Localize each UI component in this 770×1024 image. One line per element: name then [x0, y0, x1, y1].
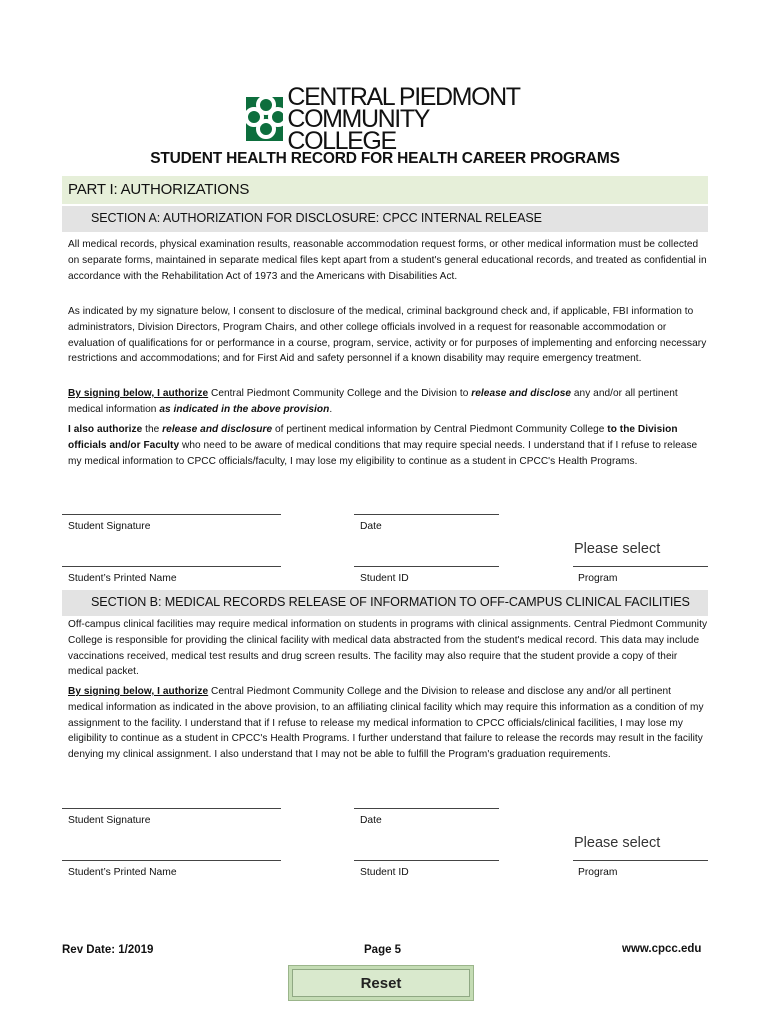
emphasis-run: release and disclosure [162, 424, 273, 435]
section-a-heading: SECTION A: AUTHORIZATION FOR DISCLOSURE: CPCC INTERNAL RELEASE [62, 206, 708, 232]
logo-line-2: COMMUNITY COLLEGE [287, 105, 429, 155]
reset-button[interactable]: Reset [292, 969, 470, 997]
printed-name-line-b[interactable] [62, 860, 281, 861]
student-id-line-a[interactable] [354, 566, 499, 567]
text-run: of pertinent medical information by Central Piedmont Community College [272, 424, 608, 435]
section-b-heading: SECTION B: MEDICAL RECORDS RELEASE OF INFORMATION TO OFF-CAMPUS CLINICAL FACILITIES [62, 590, 708, 616]
printed-name-label-a: Student’s Printed Name [68, 573, 177, 584]
student-signature-label-b: Student Signature [68, 815, 151, 826]
text-run: . [329, 403, 333, 415]
bold-run: to the Division officials and/or Faculty [68, 424, 678, 451]
page-title: STUDENT HEALTH RECORD FOR HEALTH CAREER PROGRAMS [150, 150, 620, 167]
also-authorize-lead: I also authorize [68, 424, 143, 435]
logo-line-1: CENTRAL PIEDMONT [287, 83, 520, 111]
section-a-paragraph-1: All medical records, physical examination results, reasonable accommodation request forms, or other medical information must be collected on separate forms, maintained in separate medical files kept apart from a student's general educational records, and treated as confidential in accordance with the Rehabilitation Act of 1973 and the Americans with Disabilities Act. [68, 239, 707, 282]
date-label-a: Date [360, 521, 382, 532]
program-line-a [573, 566, 708, 567]
date-label-b: Date [360, 815, 382, 826]
student-id-label-a: Student ID [360, 573, 409, 584]
date-line-b[interactable] [354, 808, 499, 809]
program-label-b: Program [578, 867, 618, 878]
footer-url[interactable]: www.cpcc.edu [622, 943, 702, 955]
student-signature-label-a: Student Signature [68, 521, 151, 532]
part-heading: PART I: AUTHORIZATIONS [62, 176, 708, 204]
authorize-lead-b: By signing below, I authorize [68, 686, 209, 697]
text-run: Central Piedmont Community College and the Division to release and disclose any and/or all pertinent medical information as indicated in the above provision, to an affiliating clinical facility which may require this information as a condition of my assignment to the facility. I understand that if I refuse to release my medical information to CPCC officials/clinical facilities, I may lose my eligibility to continue as a student in CPCC's Health Programs. I further understand that failure to release the records may result in the facility denying my clinical assignment. I also understand that I may not be able to fulfill the Program's graduation requirements. [68, 686, 704, 761]
section-b-paragraph-2 [68, 684, 708, 763]
printed-name-line-a[interactable] [62, 566, 281, 567]
program-select-b[interactable]: Please select [574, 835, 661, 851]
footer-page-number: Page 5 [364, 944, 402, 956]
cpcc-logo [246, 83, 526, 155]
text-run: any and/or all pertinent medical information [68, 388, 678, 415]
section-a-paragraph-4 [68, 422, 708, 469]
student-id-line-b[interactable] [354, 860, 499, 861]
text-run: the [142, 424, 163, 435]
section-a-paragraph-2: As indicated by my signature below, I consent to disclosure of the medical, criminal background check and, if applicable, FBI information to administrators, Division Directors, Program Chairs, and other college officials involved in a request for reasonable accommodation or evaluation of qualifications for or performance in a course, program, service, activity or for purposes of implementing and enforcing necessary restrictions and accommodations; and for First Aid and safety personnel if a known disability may require emergency treatment. [68, 306, 707, 365]
section-a-paragraph-3 [68, 386, 708, 418]
reset-button-frame [288, 965, 474, 1001]
authorize-lead: By signing below, I authorize [68, 388, 209, 399]
date-line-a[interactable] [354, 514, 499, 515]
emphasis-run: as indicated in the above provision [159, 403, 330, 415]
footer-rev-date: Rev Date: 1/2019 [62, 944, 154, 956]
program-label-a: Program [578, 573, 618, 584]
signature-line-a[interactable] [62, 514, 281, 515]
text-run: who need to be aware of medical conditions that may require special needs. I understand that if I refuse to release my medical information to CPCC officials/faculty, I may lose my eligibility to continue as a student in CPCC's Health Programs. [68, 439, 698, 467]
cpcc-logo-mark [246, 97, 283, 141]
emphasis-run: release and disclose [471, 388, 572, 399]
program-line-b [573, 860, 708, 861]
signature-line-b[interactable] [62, 808, 281, 809]
cpcc-logo-text [287, 83, 526, 155]
printed-name-label-b: Student’s Printed Name [68, 867, 177, 878]
student-id-label-b: Student ID [360, 867, 409, 878]
section-b-paragraph-1: Off-campus clinical facilities may require medical information on students in programs with clinical assignments. Central Piedmont Community College is responsible for providing the clinical facility with medical data abstracted from the student's medical record. This data may include vaccinations received, medical test results and drug screen results. The facility may also require that the student provide a copy of their medical packet. [68, 619, 708, 678]
program-select-a[interactable]: Please select [574, 541, 661, 557]
text-run: Central Piedmont Community College and the Division to [208, 388, 472, 399]
